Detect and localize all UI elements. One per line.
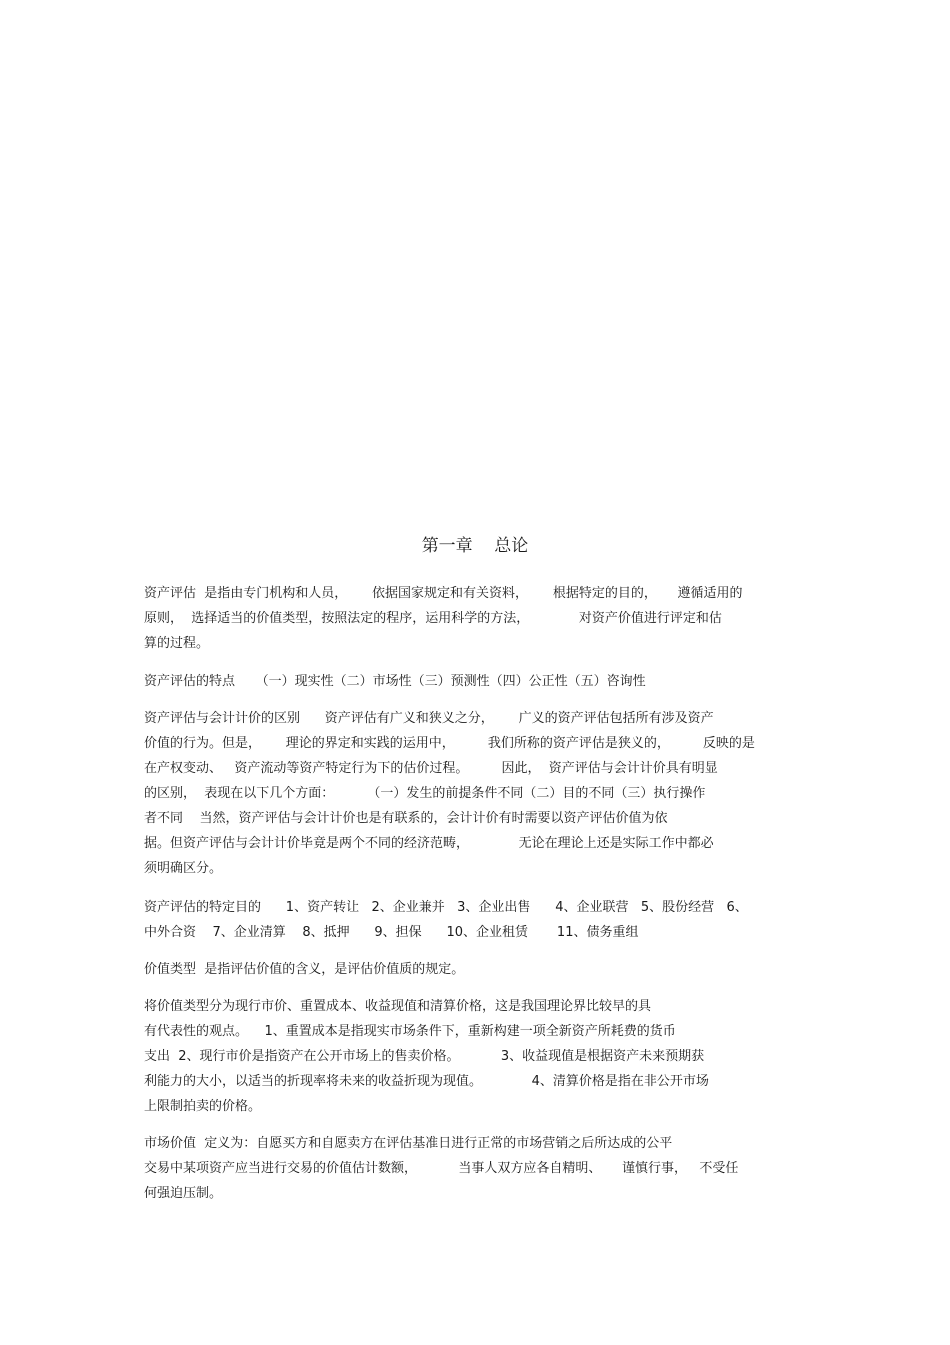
chapter-title: 第一章 总论	[421, 536, 529, 556]
text-line: 有代表性的观点。 1、重置成本是指现实市场条件下，重新构建一项全新资产所耗费的货币	[144, 1024, 676, 1039]
text-line: 资产评估的特点 （一）现实性（二）市场性（三）预测性（四）公正性（五）咨询性	[144, 674, 646, 689]
text-line: 何强迫压制。	[144, 1186, 223, 1201]
text-line: 上限制拍卖的价格。	[144, 1099, 262, 1114]
text-line: 价值的行为。但是， 理论的界定和实践的运用中， 我们所称的资产评估是狭义的， 反映的是	[144, 736, 755, 751]
text-line: 支出 2、现行市价是指资产在公开市场上的售卖价格。 3、收益现值是根据资产未来预期获	[144, 1049, 705, 1064]
text-line: 原则， 选择适当的价值类型，按照法定的程序，运用科学的方法， 对资产价值进行评定和估	[144, 611, 722, 626]
text-line: 者不同 当然，资产评估与会计计价也是有联系的，会计计价有时需要以资产评估价值为依	[144, 811, 668, 826]
paragraph-market-value	[144, 1131, 824, 1206]
text-line: 资产评估与会计计价的区别 资产评估有广义和狭义之分， 广义的资产评估包括所有涉及资产	[144, 711, 714, 726]
paragraph-definition	[144, 581, 824, 656]
text-line: 中外合资 7、企业清算 8、抵押 9、担保 10、企业租赁 11、债务重组	[144, 925, 639, 940]
text-line: 市场价值 定义为：自愿买方和自愿卖方在评估基准日进行正常的市场营销之后所达成的公平	[144, 1136, 673, 1151]
paragraph-characteristics	[144, 669, 824, 694]
text-line: 资产评估的特定目的 1、资产转让 2、企业兼并 3、企业出售 4、企业联营 5、股份经营 6、	[144, 900, 748, 915]
paragraph-value-classification	[144, 994, 824, 1119]
text-line: 须明确区分。	[144, 861, 223, 876]
text-line: 价值类型 是指评估价值的含义，是评估价值质的规定。	[144, 962, 465, 977]
text-line: 据。但资产评估与会计计价毕竟是两个不同的经济范畴， 无论在理论上还是实际工作中都必	[144, 836, 714, 851]
paragraph-value-type	[144, 957, 824, 982]
paragraph-purposes	[144, 895, 824, 945]
text-line: 的区别， 表现在以下几个方面： （一）发生的前提条件不同（二）目的不同（三）执行操作	[144, 786, 706, 801]
text-line: 交易中某项资产应当进行交易的价值估计数额， 当事人双方应各自精明、 谨慎行事， 不受任	[144, 1161, 739, 1176]
paragraph-difference	[144, 706, 824, 881]
text-line: 算的过程。	[144, 636, 210, 651]
text-line: 资产评估 是指由专门机构和人员， 依据国家规定和有关资料， 根据特定的目的， 遵循适用的	[144, 586, 743, 601]
text-line: 利能力的大小，以适当的折现率将未来的收益折现为现值。 4、清算价格是指在非公开市场	[144, 1074, 709, 1089]
text-line: 将价值类型分为现行市价、重置成本、收益现值和清算价格，这是我国理论界比较早的具	[144, 999, 652, 1014]
text-line: 在产权变动、 资产流动等资产特定行为下的估价过程。 因此， 资产评估与会计计价具有明显	[144, 761, 718, 776]
